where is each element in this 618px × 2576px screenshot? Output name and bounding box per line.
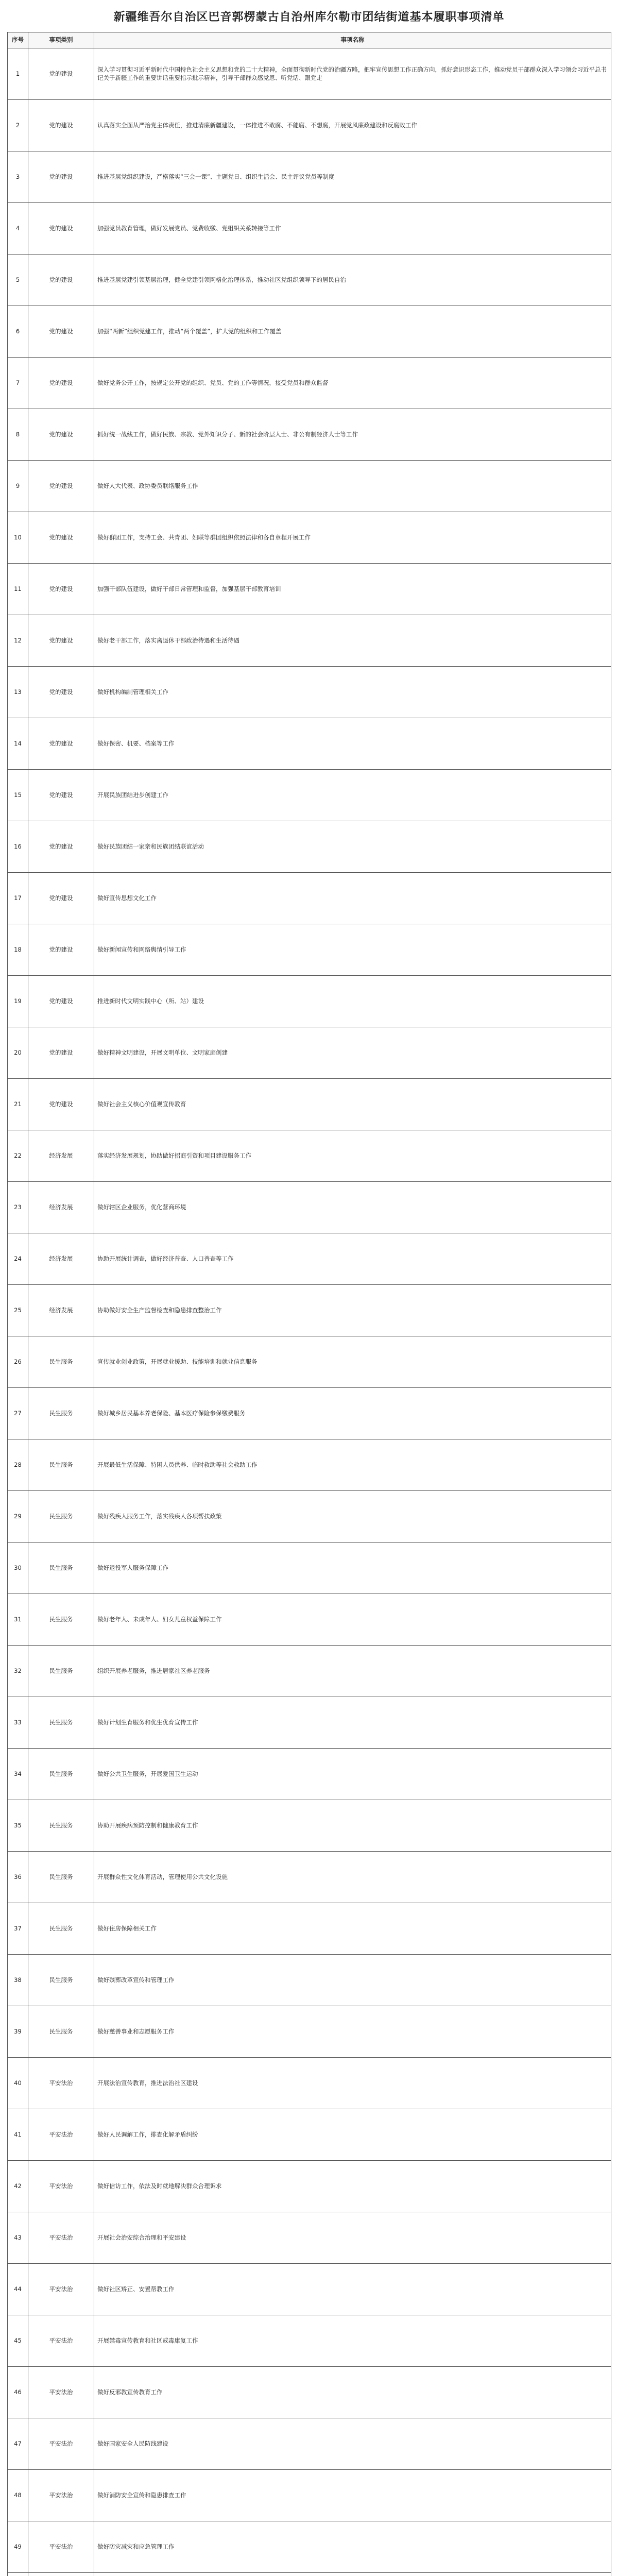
table-row xyxy=(8,1852,611,1903)
row-category: 党的建设 xyxy=(28,358,94,409)
row-item-name: 做好党务公开工作，按规定公开党的组织、党员、党的工作等情况，接受党员和群众监督 xyxy=(94,358,611,409)
table-row xyxy=(8,615,611,667)
table-row xyxy=(8,1233,611,1285)
table-row xyxy=(8,461,611,512)
row-category: 党的建设 xyxy=(28,1079,94,1130)
row-item-name: 做好住房保障相关工作 xyxy=(94,1903,611,1955)
row-number: 21 xyxy=(8,1079,28,1130)
row-category: 平安法治 xyxy=(28,2058,94,2109)
row-number: 9 xyxy=(8,461,28,512)
row-item-name: 做好计划生育服务和优生优育宣传工作 xyxy=(94,1697,611,1749)
row-item-name: 开展法治宣传教育，推进法治社区建设 xyxy=(94,2058,611,2109)
row-item-name: 做好新闻宣传和网络舆情引导工作 xyxy=(94,924,611,976)
row-number: 49 xyxy=(8,2521,28,2573)
row-item-name: 抓好统一战线工作，做好民族、宗教、党外知识分子、新的社会阶层人士、非公有制经济人士等工作 xyxy=(94,409,611,461)
table-row xyxy=(8,873,611,924)
row-category: 民生服务 xyxy=(28,1388,94,1439)
row-item-name: 深入学习贯彻习近平新时代中国特色社会主义思想和党的二十大精神，全面贯彻新时代党的治疆方略，把牢宣传思想工作正确方向，抓好意识形态工作，推动党员干部群众深入学习领会习近平总书记关于新疆工作的重要讲话重要指示批示精神，引导干部群众感党恩、听党话、跟党走 xyxy=(94,48,611,100)
table-row xyxy=(8,2315,611,2367)
row-number: 48 xyxy=(8,2470,28,2521)
table-row xyxy=(8,358,611,409)
row-item-name: 做好残疾人服务工作，落实残疾人各项帮扶政策 xyxy=(94,1491,611,1543)
row-item-name: 做好老年人、未成年人、妇女儿童权益保障工作 xyxy=(94,1594,611,1646)
row-category: 平安法治 xyxy=(28,2212,94,2264)
row-number: 31 xyxy=(8,1594,28,1646)
table-row xyxy=(8,2521,611,2573)
row-category: 平安法治 xyxy=(28,2367,94,2418)
row-item-name: 协助开展统计调查，做好经济普查、人口普查等工作 xyxy=(94,1233,611,1285)
row-category: 党的建设 xyxy=(28,667,94,718)
row-category: 经济发展 xyxy=(28,1233,94,1285)
table-row xyxy=(8,1955,611,2006)
row-category: 党的建设 xyxy=(28,821,94,873)
row-item-name: 做好群团工作，支持工会、共青团、妇联等群团组织依照法律和各自章程开展工作 xyxy=(94,512,611,564)
table-row xyxy=(8,48,611,100)
row-number: 27 xyxy=(8,1388,28,1439)
row-item-name: 做好殡葬改革宣传和管理工作 xyxy=(94,1955,611,2006)
row-item-name: 做好人民调解工作，排查化解矛盾纠纷 xyxy=(94,2109,611,2161)
row-item-name: 开展民族团结进步创建工作 xyxy=(94,770,611,821)
row-number: 20 xyxy=(8,1027,28,1079)
row-number: 18 xyxy=(8,924,28,976)
table-row xyxy=(8,512,611,564)
table-row xyxy=(8,770,611,821)
row-item-name: 推进基层党组织建设，严格落实“三会一课”、主题党日、组织生活会、民主评议党员等制度 xyxy=(94,151,611,203)
table-row xyxy=(8,564,611,615)
row-item-name: 认真落实全面从严治党主体责任，推进清廉新疆建设，一体推进不敢腐、不能腐、不想腐，开展党风廉政建设和反腐败工作 xyxy=(94,100,611,151)
row-number: 45 xyxy=(8,2315,28,2367)
row-category: 党的建设 xyxy=(28,976,94,1027)
row-item-name: 做好民族团结一家亲和民族团结联谊活动 xyxy=(94,821,611,873)
table-row xyxy=(8,2470,611,2521)
table-row xyxy=(8,1182,611,1233)
row-category: 党的建设 xyxy=(28,461,94,512)
row-category: 党的建设 xyxy=(28,151,94,203)
row-category: 民生服务 xyxy=(28,1336,94,1388)
table-row xyxy=(8,100,611,151)
row-item-name: 协助开展疾病预防控制和健康教育工作 xyxy=(94,1800,611,1852)
table-row xyxy=(8,2212,611,2264)
row-item-name: 做好城乡居民基本养老保险、基本医疗保险参保缴费服务 xyxy=(94,1388,611,1439)
row-number: 32 xyxy=(8,1646,28,1697)
table-row xyxy=(8,1285,611,1336)
table-row xyxy=(8,667,611,718)
table-row xyxy=(8,2573,611,2576)
row-item-name: 做好精神文明建设，开展文明单位、文明家庭创建 xyxy=(94,1027,611,1079)
row-item-name: 做好辖区企业服务，优化营商环境 xyxy=(94,1182,611,1233)
table-row xyxy=(8,1594,611,1646)
row-category: 党的建设 xyxy=(28,770,94,821)
row-number: 42 xyxy=(8,2161,28,2212)
row-item-name: 做好社会主义核心价值观宣传教育 xyxy=(94,1079,611,1130)
row-category: 经济发展 xyxy=(28,1130,94,1182)
row-number: 35 xyxy=(8,1800,28,1852)
row-number: 26 xyxy=(8,1336,28,1388)
row-category: 民生服务 xyxy=(28,1646,94,1697)
row-category: 民生服务 xyxy=(28,1439,94,1491)
table-row xyxy=(8,2109,611,2161)
row-category: 党的建设 xyxy=(28,512,94,564)
header-number: 序号 xyxy=(8,32,28,48)
row-category: 民生服务 xyxy=(28,1697,94,1749)
row-item-name: 开展最低生活保障、特困人员供养、临时救助等社会救助工作 xyxy=(94,1439,611,1491)
table-row xyxy=(8,1439,611,1491)
table-row xyxy=(8,1697,611,1749)
row-category: 民生服务 xyxy=(28,1491,94,1543)
row-item-name: 开展禁毒宣传教育和社区戒毒康复工作 xyxy=(94,2315,611,2367)
row-item-name: 做好保密、机要、档案等工作 xyxy=(94,718,611,770)
row-number: 24 xyxy=(8,1233,28,1285)
row-number: 44 xyxy=(8,2264,28,2315)
row-category: 民生服务 xyxy=(28,1852,94,1903)
row-category: 民生服务 xyxy=(28,1543,94,1594)
row-category: 平安法治 xyxy=(28,2521,94,2573)
row-category: 党的建设 xyxy=(28,255,94,306)
row-item-name: 推进新时代文明实践中心（所、站）建设 xyxy=(94,976,611,1027)
row-category: 平安法治 xyxy=(28,2470,94,2521)
row-category: 党的建设 xyxy=(28,306,94,358)
row-category: 党的建设 xyxy=(28,100,94,151)
row-category: 党的建设 xyxy=(28,718,94,770)
row-category: 经济发展 xyxy=(28,1285,94,1336)
table-row xyxy=(8,1336,611,1388)
row-number: 11 xyxy=(8,564,28,615)
table-row xyxy=(8,821,611,873)
table-row xyxy=(8,2367,611,2418)
row-category: 平安法治 xyxy=(28,2418,94,2470)
row-number: 3 xyxy=(8,151,28,203)
table-row xyxy=(8,718,611,770)
row-category: 平安法治 xyxy=(28,2161,94,2212)
row-number: 40 xyxy=(8,2058,28,2109)
row-item-name: 加强“两新”组织党建工作，推动“两个覆盖”，扩大党的组织和工作覆盖 xyxy=(94,306,611,358)
row-item-name: 加强党员教育管理，做好发展党员、党费收缴、党组织关系转接等工作 xyxy=(94,203,611,255)
table-row xyxy=(8,1749,611,1800)
row-item-name: 开展群众性文化体育活动，管理使用公共文化设施 xyxy=(94,1852,611,1903)
row-number: 28 xyxy=(8,1439,28,1491)
table-row xyxy=(8,1027,611,1079)
row-number: 23 xyxy=(8,1182,28,1233)
row-item-name: 做好信访工作，依法及时就地解决群众合理诉求 xyxy=(94,2161,611,2212)
row-number xyxy=(8,2573,28,2576)
row-item-name: 开展社会治安综合治理和平安建设 xyxy=(94,2212,611,2264)
row-category: 民生服务 xyxy=(28,1955,94,2006)
row-item-name: 做好公共卫生服务，开展爱国卫生运动 xyxy=(94,1749,611,1800)
row-item-name xyxy=(94,2573,611,2576)
document-title: 新疆维吾尔自治区巴音郭楞蒙古自治州库尔勒市团结街道基本履职事项清单 xyxy=(113,10,505,24)
row-number: 17 xyxy=(8,873,28,924)
row-number: 33 xyxy=(8,1697,28,1749)
row-category: 民生服务 xyxy=(28,1594,94,1646)
row-category: 平安法治 xyxy=(28,2109,94,2161)
row-number: 2 xyxy=(8,100,28,151)
row-item-name: 加强干部队伍建设，做好干部日常管理和监督，加强基层干部教育培训 xyxy=(94,564,611,615)
row-item-name: 做好老干部工作，落实离退休干部政治待遇和生活待遇 xyxy=(94,615,611,667)
table-row xyxy=(8,2264,611,2315)
table-row xyxy=(8,1903,611,1955)
row-number: 46 xyxy=(8,2367,28,2418)
table-row xyxy=(8,2006,611,2058)
row-number: 5 xyxy=(8,255,28,306)
row-category: 平安法治 xyxy=(28,2264,94,2315)
row-item-name: 做好宣传思想文化工作 xyxy=(94,873,611,924)
table-row xyxy=(8,2418,611,2470)
row-number: 25 xyxy=(8,1285,28,1336)
header-item-name: 事项名称 xyxy=(94,32,611,48)
row-item-name: 做好消防安全宣传和隐患排查工作 xyxy=(94,2470,611,2521)
row-number: 30 xyxy=(8,1543,28,1594)
row-number: 1 xyxy=(8,48,28,100)
row-number: 4 xyxy=(8,203,28,255)
row-category: 党的建设 xyxy=(28,409,94,461)
table-row xyxy=(8,255,611,306)
header-category: 事项类别 xyxy=(28,32,94,48)
row-item-name: 做好退役军人服务保障工作 xyxy=(94,1543,611,1594)
row-category: 民生服务 xyxy=(28,1800,94,1852)
table-row xyxy=(8,1079,611,1130)
row-number: 16 xyxy=(8,821,28,873)
table-row xyxy=(8,1491,611,1543)
row-category: 党的建设 xyxy=(28,615,94,667)
row-category: 平安法治 xyxy=(28,2315,94,2367)
row-category: 党的建设 xyxy=(28,203,94,255)
row-item-name: 做好机构编制管理相关工作 xyxy=(94,667,611,718)
table-row xyxy=(8,1800,611,1852)
table-row xyxy=(8,924,611,976)
table-header-row xyxy=(8,32,611,48)
row-item-name: 推进基层党建引领基层治理，健全党建引领网格化治理体系，推动社区党组织领导下的居民自治 xyxy=(94,255,611,306)
row-category: 经济发展 xyxy=(28,1182,94,1233)
row-number: 10 xyxy=(8,512,28,564)
row-number: 43 xyxy=(8,2212,28,2264)
row-category: 民生服务 xyxy=(28,1749,94,1800)
row-number: 34 xyxy=(8,1749,28,1800)
row-item-name: 落实经济发展规划，协助做好招商引资和项目建设服务工作 xyxy=(94,1130,611,1182)
duty-table xyxy=(7,32,611,2576)
table-row xyxy=(8,203,611,255)
row-number: 39 xyxy=(8,2006,28,2058)
table-row xyxy=(8,151,611,203)
row-category: 民生服务 xyxy=(28,1903,94,1955)
row-number: 13 xyxy=(8,667,28,718)
table-row xyxy=(8,1388,611,1439)
row-number: 38 xyxy=(8,1955,28,2006)
row-category: 党的建设 xyxy=(28,924,94,976)
table-row xyxy=(8,1130,611,1182)
row-item-name: 做好社区矫正、安置帮教工作 xyxy=(94,2264,611,2315)
row-category: 民生服务 xyxy=(28,2006,94,2058)
row-item-name: 协助做好安全生产监督检查和隐患排查整治工作 xyxy=(94,1285,611,1336)
row-item-name: 做好慈善事业和志愿服务工作 xyxy=(94,2006,611,2058)
row-item-name: 组织开展养老服务，推进居家社区养老服务 xyxy=(94,1646,611,1697)
row-number: 41 xyxy=(8,2109,28,2161)
row-number: 19 xyxy=(8,976,28,1027)
table-row xyxy=(8,1646,611,1697)
table-row xyxy=(8,1543,611,1594)
row-number: 14 xyxy=(8,718,28,770)
row-number: 7 xyxy=(8,358,28,409)
row-category: 党的建设 xyxy=(28,48,94,100)
row-item-name: 宣传就业创业政策，开展就业援助、技能培训和就业信息服务 xyxy=(94,1336,611,1388)
row-number: 6 xyxy=(8,306,28,358)
row-number: 37 xyxy=(8,1903,28,1955)
row-number: 36 xyxy=(8,1852,28,1903)
row-number: 15 xyxy=(8,770,28,821)
row-item-name: 做好防灾减灾和应急管理工作 xyxy=(94,2521,611,2573)
row-number: 12 xyxy=(8,615,28,667)
table-row xyxy=(8,306,611,358)
row-item-name: 做好反邪教宣传教育工作 xyxy=(94,2367,611,2418)
row-item-name: 做好人大代表、政协委员联络服务工作 xyxy=(94,461,611,512)
row-number: 47 xyxy=(8,2418,28,2470)
table-row xyxy=(8,2161,611,2212)
row-number: 29 xyxy=(8,1491,28,1543)
row-category xyxy=(28,2573,94,2576)
table-row xyxy=(8,2058,611,2109)
table-row xyxy=(8,976,611,1027)
row-number: 8 xyxy=(8,409,28,461)
row-number: 22 xyxy=(8,1130,28,1182)
row-category: 党的建设 xyxy=(28,564,94,615)
row-category: 党的建设 xyxy=(28,873,94,924)
table-row xyxy=(8,409,611,461)
table-body xyxy=(8,48,611,2576)
row-category: 党的建设 xyxy=(28,1027,94,1079)
row-item-name: 做好国家安全人民防线建设 xyxy=(94,2418,611,2470)
